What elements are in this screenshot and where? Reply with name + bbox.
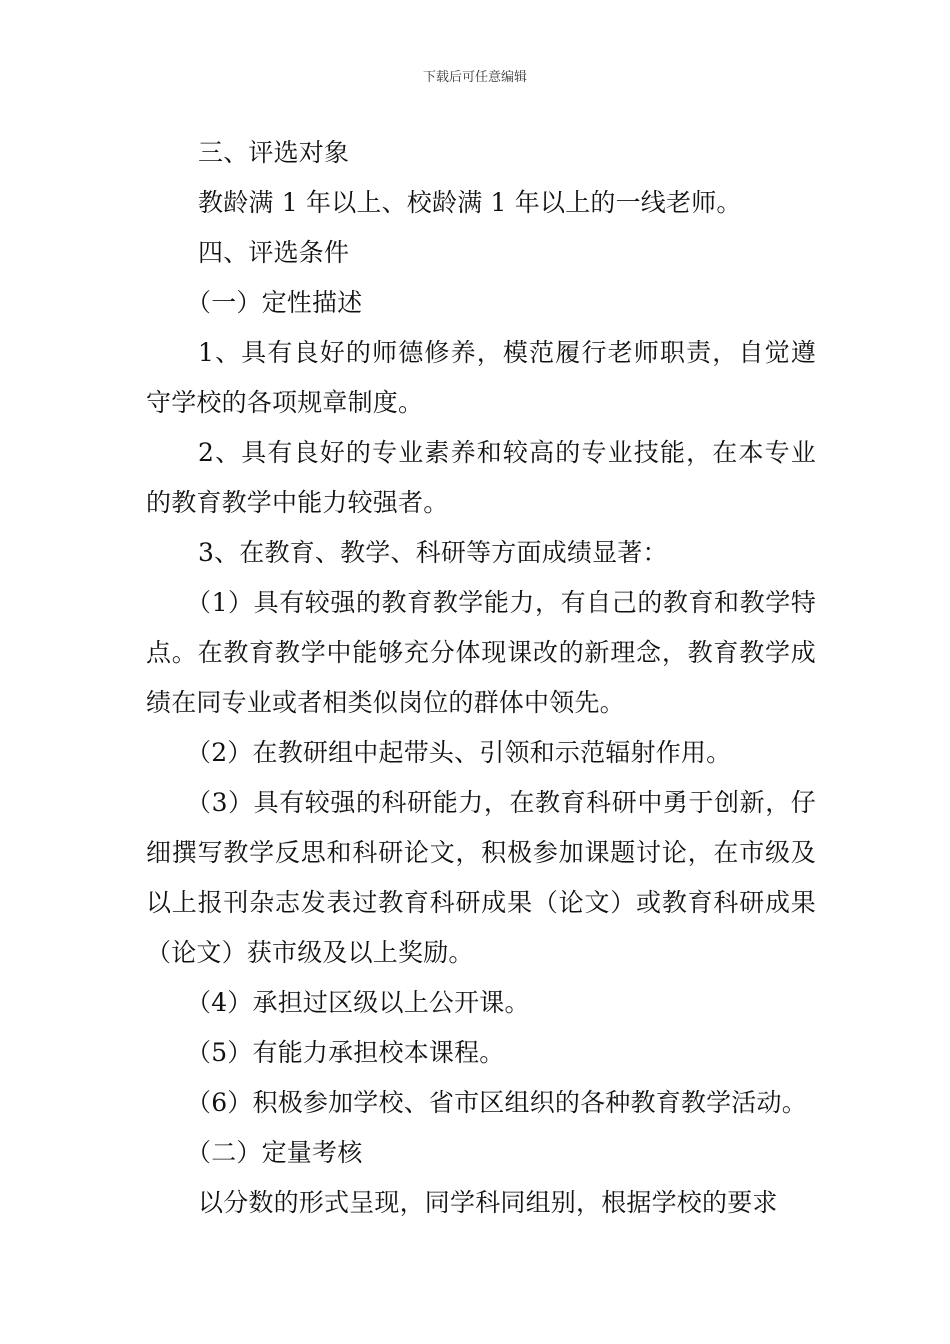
document-body: [146, 128, 816, 1228]
sub-criteria-3: （3）具有较强的科研能力，在教育科研中勇于创新，仔细撰写教学反思和科研论文，积极参加课题讨论，在市级及以上报刊杂志发表过教育科研成果（论文）或教育科研成果（论文）获市级及以上奖励。: [146, 788, 816, 967]
sub-criteria-6: （6）积极参加学校、省市区组织的各种教育教学活动。: [186, 1088, 807, 1117]
quantitative-text: 以分数的形式呈现，同学科同组别，根据学校的要求: [198, 1188, 778, 1217]
criteria-item-1: 1、具有良好的师德修养，模范履行老师职责，自觉遵守学校的各项规章制度。: [146, 338, 816, 417]
subsection-heading-2: （二）定量考核: [186, 1138, 363, 1167]
criteria-item-2: 2、具有良好的专业素养和较高的专业技能，在本专业的教育教学中能力较强者。: [146, 438, 816, 517]
subsection-heading-1: （一）定性描述: [186, 288, 363, 317]
sub-criteria-1: （1）具有较强的教育教学能力，有自己的教育和教学特点。在教育教学中能够充分体现课改的新理念，教育教学成绩在同专业或者相类似岗位的群体中领先。: [146, 588, 816, 717]
eligibility-text: 教龄满 1 年以上、校龄满 1 年以上的一线老师。: [198, 188, 742, 217]
sub-criteria-4: （4）承担过区级以上公开课。: [186, 988, 530, 1017]
sub-criteria-2: （2）在教研组中起带头、引领和示范辐射作用。: [186, 738, 732, 767]
criteria-item-3: 3、在教育、教学、科研等方面成绩显著：: [198, 538, 668, 567]
section-heading-4: 四、评选条件: [198, 238, 350, 267]
page-header: 下载后可任意编辑: [422, 70, 527, 85]
sub-criteria-5: （5）有能力承担校本课程。: [186, 1038, 505, 1067]
section-heading-3: 三、评选对象: [198, 138, 350, 167]
